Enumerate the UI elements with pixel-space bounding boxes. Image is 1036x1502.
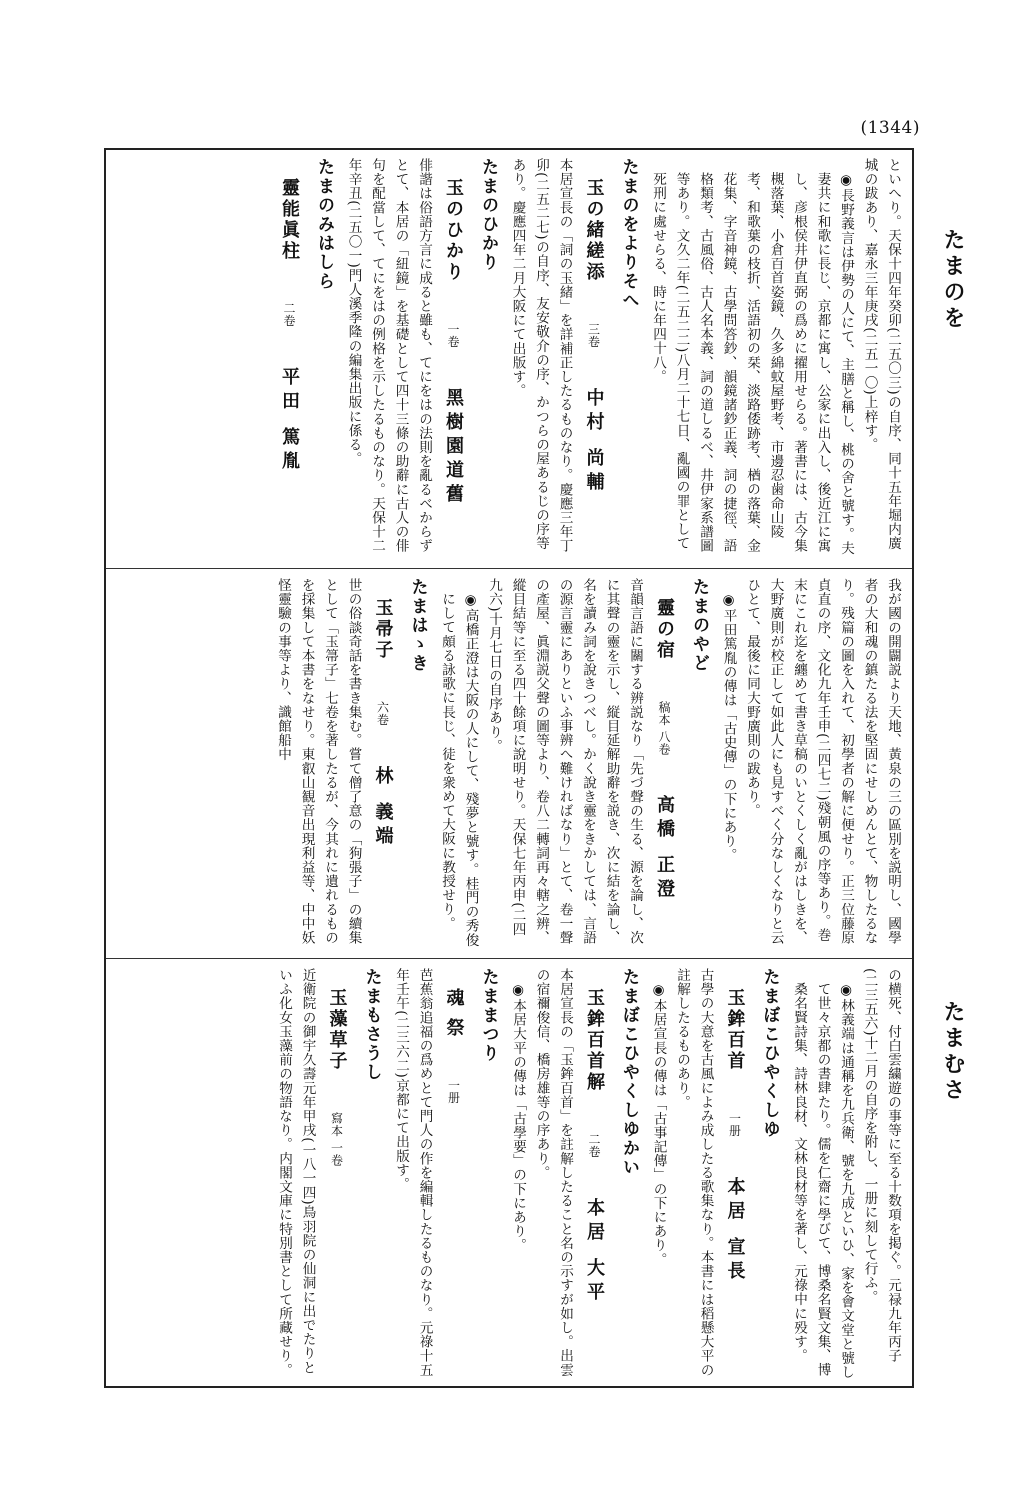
- work-title: 玉のひかり: [443, 178, 464, 283]
- entry-description: 世の俗談奇話を書き集む。嘗て僧了意の「狗張子」の續集として「玉箒子」七卷を著したるが、今其れに遺れるものを採集して本書をなせり。東叡山観音出現利益等、中中妖怪靈驗の事等より、識館船中: [275, 578, 362, 945]
- entry-heading: たまもさうし: [361, 968, 382, 1082]
- entry-description: 芭蕉翁追福の爲めとて門人の作を編輯したるものなり。元祿十五年壬午(二三六二)京都にて出版す。: [393, 968, 433, 1377]
- author-name: 本居 宣長: [724, 1177, 746, 1286]
- entry-title-line: [365, 578, 401, 950]
- author-name: 黑樹園道舊: [443, 388, 464, 508]
- volume-count: 二卷: [282, 302, 296, 327]
- biography-note: ◉本居大平の傳は「古學要」の下にあり。: [510, 982, 526, 1253]
- entry-description: 近衛院の御宇久壽元年甲戌(一八一四)鳥羽院の仙洞に出でたりといふ化女玉藻前の物語なり。内閣文庫に特別書として所藏せり。: [276, 968, 316, 1377]
- running-header-bottom: たまむさ: [940, 1000, 965, 1104]
- tier-divider: [106, 958, 912, 959]
- entry-heading: たまのひかり: [478, 158, 498, 272]
- work-title: 玉帚子: [372, 598, 394, 661]
- work-title: 玉鉾百首: [724, 988, 746, 1072]
- entry-title-line: [271, 158, 307, 558]
- entry-description: 本居宣長の「詞の玉緒」を詳補正したるものなり。慶應三年丁卯(二五二七)の自序、友安敬介の序、かつらの屋あるじの序等あり。慶應四年二月大阪にて出版す。: [509, 158, 573, 553]
- text-tier-middle: [114, 578, 904, 950]
- entry-heading: たまぼこひやくしゆかい: [619, 968, 639, 1177]
- volume-count: 一册: [446, 1079, 461, 1105]
- entry-heading: たまのみはしら: [314, 158, 334, 291]
- page-number: (1344): [860, 118, 920, 138]
- biography-note: ◉本居宣長の傳は「古事記傳」の下にあり。: [650, 982, 667, 1267]
- biography-note: ◉平田篤胤の傳は「古史傳」の下にあり。: [720, 592, 737, 863]
- author-name: 本居 大平: [584, 1198, 605, 1307]
- text-tier-bottom: [114, 968, 904, 1380]
- entry-description: 俳諧は俗語方言に成ると雖も、てにをはの法則を亂るべからずとて、本居の「紐鏡」を基礎として四十三條の助辭に古人の俳句を配當して、てにをはの例格を示したるものなり。天保十二年辛丑(二五〇一)門人溪季隆の編集出版に係る。: [345, 158, 432, 553]
- entry-heading: たまのをよりそへ: [618, 158, 639, 310]
- running-header-top: たまのを: [940, 228, 965, 332]
- volume-count: 二卷: [587, 1133, 601, 1158]
- entry-title-line: [436, 968, 472, 1380]
- entry-title-line: [576, 968, 612, 1380]
- author-name: 中村 尚輔: [583, 388, 605, 497]
- volume-count: 寫本 一卷: [329, 1112, 344, 1167]
- author-name: 高橋 正澄: [654, 795, 675, 904]
- entry-title-line: [717, 968, 753, 1380]
- entry-title-line: [576, 158, 612, 558]
- entry-description: の横死、付白雲繍遊の事等に至る十数項を掲ぐ。元禄九年丙子(二三五六)十二月の自序を附し、一册に刻して行ふ。: [861, 968, 901, 1363]
- work-title: 玉藻草子: [326, 988, 348, 1072]
- tier-divider: [106, 568, 912, 569]
- entry-heading: たまぼこひやくしゆ: [759, 968, 780, 1139]
- author-name: 林 義端: [372, 766, 394, 851]
- entry-description: といへり。天保十四年癸卯(二五〇三)の自序、同十五年堀内廣城の跋あり、嘉永三年庚戌(二五一〇)上梓す。: [861, 158, 901, 551]
- work-title: 靈能眞柱: [279, 178, 300, 262]
- biography-note: ◉長野義言は伊勢の人にて、主膳と稱し、桃の舍と號す。夫妻共に和歌に長じ、京都に寓し、公家に出入し、後近江に寓し、彦根侯井伊直弼の爲めに擢用せらる。著書には、古今集槻落葉、小倉百首姿鏡、久多綿蚊屋野考、市邊忍歯命山陵考、和歌葉の枝折、活語初の栞、淡路倭跡考、楢の落葉、金花集、字音神鏡、古學問答鈔、韻鏡諸鈔正義、詞の捷徑、語格類考、古風俗、古人名本義、詞の道しるべ、井伊家系譜圖等あり。文久二年(二五二二)八月二十七日、亂國の罪として死刑に處せらる、時に年四十八。: [650, 172, 854, 556]
- entry-description: 本居宣長の「玉鉾百首」を註解したること名の示すが如し。出雲の宿禰俊信、橋房雄等の序あり。: [533, 968, 573, 1377]
- volume-count: 一册: [727, 1112, 742, 1137]
- work-title: 玉鉾百首解: [584, 988, 605, 1093]
- entry-description: 我が國の開闢説より天地、黃泉の三の區別を説明し、國學者の大和魂の鎮たる法を堅固にせしめんとて、物したるなり。残篇の圖を入れて、初學者の解に便せり。正三位藤原貞直の序、文化九年壬申(二四七二)殘朝風の序等あり。巻末にこれ迄を纏めて書き草稿のいとくしく亂がはしきを、大野廣則が校正して如此人にも見すべく分なしくなりと云ひとて、最後に同大野廣則の跋あり。: [744, 578, 901, 945]
- entry-description: 音韻言語に關する辨説なり「先づ聲の生る、源を論し、次に其聲の靈を示し、縦目延解助辭を説き、次に結を論し、名を讀み詞を說きつべし。かく說き靈をきかしては、言語の源言靈にありといふ事辨へ難ければなり」とて、卷一聲の產屋、眞淵説父聲の圖等より、卷八二轉詞再々轄之辨、縱目結等に至る四十餘項に說明せり。天保七年丙申(二四九六)十月七日の自序あり。: [486, 578, 643, 945]
- volume-count: 三卷: [586, 323, 601, 348]
- work-title: 靈の宿: [654, 598, 675, 661]
- entry-title-line: [646, 578, 682, 950]
- text-tier-top: [114, 158, 904, 558]
- entry-heading: たまのやど: [689, 578, 709, 673]
- volume-count: 一卷: [446, 323, 460, 348]
- volume-count: 稿本 八卷: [657, 701, 671, 756]
- author-name: 平田 篤胤: [279, 367, 300, 476]
- work-title: 玉の緒縒添: [583, 178, 605, 283]
- biography-note: ◉高橋正澄は大阪の人にして、殘夢と號す。桂門の秀俊にして頗る詠歌に長じ、徒を衆めて大阪に教授せり。: [439, 592, 479, 947]
- entry-heading: たまはゝき: [407, 578, 428, 673]
- work-title: 魂 祭: [443, 988, 465, 1040]
- entry-title-line: [435, 158, 471, 558]
- volume-count: 六卷: [375, 701, 390, 726]
- biography-note: ◉林義端は通稱を九兵衛、號を九成といひ、家を會文堂と號して世々京都の書肆たり。儒を仁齋に學びて、博桑名賢文集、博桑名賢詩集、詩林良材、文林良材等を著し、元祿中に殁す。: [791, 982, 854, 1380]
- page-frame: [104, 148, 914, 1388]
- entry-description: 古學の大意を古風によみ成したる歌集なり。本書には稻懸大平の註解したるものあり。: [674, 968, 714, 1377]
- entry-heading: たままつり: [478, 968, 499, 1063]
- entry-title-line: [319, 968, 355, 1380]
